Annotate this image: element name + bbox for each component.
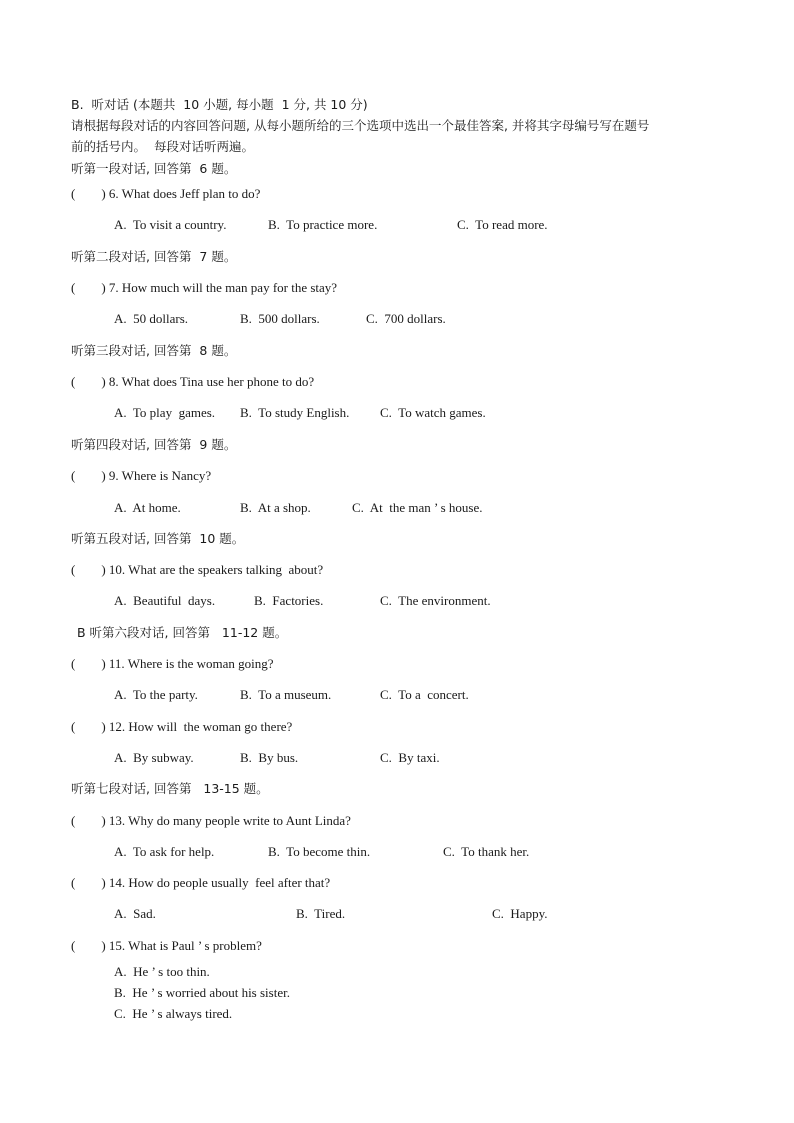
question-13-option-a: A. To ask for help. bbox=[114, 844, 215, 859]
question-6-option-c: C. To read more. bbox=[457, 217, 548, 232]
question-10-stem: ( ) 10. What are the speakers talking about? bbox=[71, 562, 324, 577]
question-10-option-b: B. Factories. bbox=[254, 593, 324, 608]
dialog-heading-7: 听第七段对话, 回答第 13-15 题。 bbox=[71, 781, 269, 796]
question-12-stem: ( ) 12. How will the woman go there? bbox=[71, 719, 293, 734]
question-13-stem: ( ) 13. Why do many people write to Aunt Linda? bbox=[71, 813, 351, 828]
question-8-stem: ( ) 8. What does Tina use her phone to do? bbox=[71, 374, 315, 389]
dialog-heading-3: 听第三段对话, 回答第 8 题。 bbox=[71, 343, 237, 358]
question-15-option-b: B. He ’ s worried about his sister. bbox=[114, 985, 290, 1000]
question-6-option-a: A. To visit a country. bbox=[114, 217, 227, 232]
question-14-stem: ( ) 14. How do people usually feel after that? bbox=[71, 875, 331, 890]
question-15-option-c: C. He ’ s always tired. bbox=[114, 1006, 233, 1021]
question-8-option-b: B. To study English. bbox=[240, 405, 350, 420]
dialog-heading-5: 听第五段对话, 回答第 10 题。 bbox=[71, 531, 245, 546]
question-8-option-c: C. To watch games. bbox=[380, 405, 486, 420]
question-9-option-a: A. At home. bbox=[114, 500, 181, 515]
question-9-stem: ( ) 9. Where is Nancy? bbox=[71, 468, 212, 483]
question-12-option-a: A. By subway. bbox=[114, 750, 194, 765]
question-11-option-a: A. To the party. bbox=[114, 687, 198, 702]
question-15-option-a: A. He ’ s too thin. bbox=[114, 964, 210, 979]
question-11-option-c: C. To a concert. bbox=[380, 687, 469, 702]
question-15-stem: ( ) 15. What is Paul ’ s problem? bbox=[71, 938, 262, 953]
question-10-option-a: A. Beautiful days. bbox=[114, 593, 216, 608]
dialog-heading-4: 听第四段对话, 回答第 9 题。 bbox=[71, 437, 237, 452]
question-11-stem: ( ) 11. Where is the woman going? bbox=[71, 656, 274, 671]
instruction-line-1: 请根据每段对话的内容回答问题, 从每小题所给的三个选项中选出一个最佳答案, 并将其字母编号写在题号 bbox=[71, 118, 650, 133]
dialog-heading-1: 听第一段对话, 回答第 6 题。 bbox=[71, 161, 237, 176]
dialog-heading-2: 听第二段对话, 回答第 7 题。 bbox=[71, 249, 237, 264]
question-13-option-b: B. To become thin. bbox=[268, 844, 371, 859]
question-12-option-c: C. By taxi. bbox=[380, 750, 440, 765]
question-12-option-b: B. By bus. bbox=[240, 750, 299, 765]
question-7-stem: ( ) 7. How much will the man pay for the stay? bbox=[71, 280, 338, 295]
question-9-option-b: B. At a shop. bbox=[240, 500, 311, 515]
question-14-option-a: A. Sad. bbox=[114, 906, 156, 921]
question-10-option-c: C. The environment. bbox=[380, 593, 491, 608]
question-7-option-c: C. 700 dollars. bbox=[366, 311, 446, 326]
question-9-option-c: C. At the man ’ s house. bbox=[352, 500, 483, 515]
question-7-option-a: A. 50 dollars. bbox=[114, 311, 189, 326]
question-14-option-b: B. Tired. bbox=[296, 906, 346, 921]
question-7-option-b: B. 500 dollars. bbox=[240, 311, 320, 326]
section-title: B. 听对话 (本题共 10 小题, 每小题 1 分, 共 10 分) bbox=[71, 97, 368, 112]
question-14-option-c: C. Happy. bbox=[492, 906, 548, 921]
dialog-heading-6: B 听第六段对话, 回答第 11-12 题。 bbox=[77, 625, 288, 640]
question-13-option-c: C. To thank her. bbox=[443, 844, 530, 859]
question-6-option-b: B. To practice more. bbox=[268, 217, 378, 232]
instruction-line-2: 前的括号内。 每段对话听两遍。 bbox=[71, 139, 254, 154]
question-11-option-b: B. To a museum. bbox=[240, 687, 332, 702]
question-6-stem: ( ) 6. What does Jeff plan to do? bbox=[71, 186, 261, 201]
question-8-option-a: A. To play games. bbox=[114, 405, 216, 420]
